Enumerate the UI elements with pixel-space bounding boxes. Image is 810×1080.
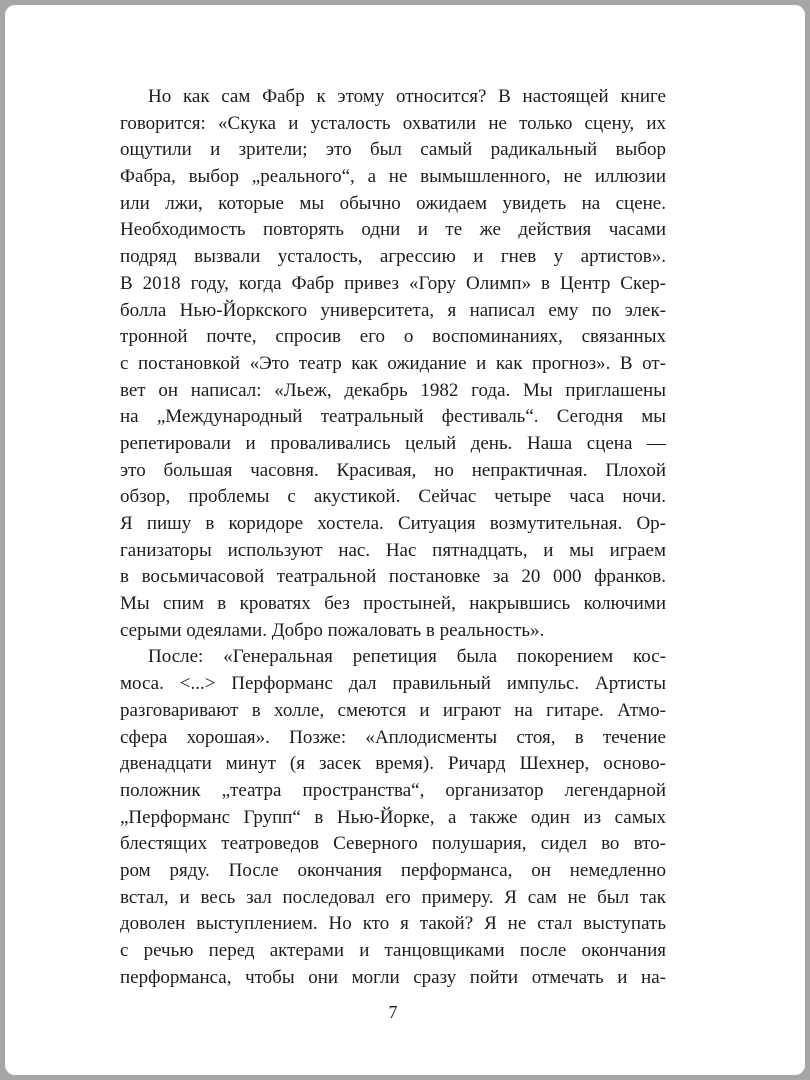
text-line: это большая часовня. Красивая, но непрактичная. Плохой [120,459,666,481]
text-line: говорится: «Скука и усталость охватили не только сцену, их [120,112,666,134]
page-number: 7 [388,1002,398,1022]
text-line: Фабра, выбор „реального“, а не вымышленного, не иллюзии [120,166,666,188]
text-line: обзор, проблемы с акустикой. Сейчас четыре часа ночи. [120,486,666,508]
text-line: с речью перед актерами и танцовщиками после окончания [120,940,666,961]
text-line: сфера хорошая». Позже: «Аплодисменты стоя, в течение [120,726,666,748]
book-page [5,5,805,1075]
paragraph [120,84,666,644]
text-line: подряд вызвали усталость, агрессию и гнев у артистов». [120,246,666,268]
text-line: блестящих театроведов Северного полушария, сидел во вто- [120,833,666,855]
text-line: встал, и весь зал последовал его примеру. Я сам не был так [120,886,666,908]
text-line: После: «Генеральная репетиция была покорением кос- [148,646,666,668]
text-line: перформанса, чтобы они могли сразу пойти отмечать и на- [120,966,666,988]
text-line: Я пишу в коридоре хостела. Ситуация возмутительная. Ор- [120,513,666,534]
text-line: ром ряду. После окончания перформанса, он немедленно [120,859,666,881]
text-line: положник „театра пространства“, организатор легендарной [120,779,666,801]
text-line: вет он написал: «Льеж, декабрь 1982 года. Мы приглашены [120,379,666,401]
text-line: ощутили и зрители; это был самый радикальный выбор [120,139,666,161]
page-text [120,84,666,991]
text-line: репетировали и проваливались целый день. Наша сцена — [120,432,666,454]
text-line: В 2018 году, когда Фабр привез «Гору Олимп» в Центр Скер- [120,272,666,294]
text-line: Необходимость повторять одни и те же действия часами [120,219,666,241]
text-line: доволен выступлением. Но кто я такой? Я не стал выступать [120,913,666,935]
text-line: разговаривают в холле, смеются и играют на гитаре. Атмо- [120,699,666,721]
text-line: в восьмичасовой театральной постановке за 20 000 франков. [120,566,666,588]
text-line: или лжи, которые мы обычно ожидаем увидеть на сцене. [120,192,666,214]
text-line: „Перформанс Групп“ в Нью-Йорке, а также один из самых [120,806,666,828]
text-line: болла Нью-Йоркского университета, я написал ему по элек- [120,299,666,321]
text-line: Мы спим в кроватях без простыней, накрывшись колючими [120,593,666,615]
text-line: на „Международный театральный фестиваль“. Сегодня мы [120,406,666,428]
text-line: моса. <...> Перформанс дал правильный импульс. Артисты [120,673,666,695]
text-line: серыми одеялами. Добро пожаловать в реальность». [120,619,545,641]
paragraph [120,644,666,991]
text-line: ганизаторы используют нас. Нас пятнадцать, и мы играем [120,539,666,561]
text-line: тронной почте, спросив его о воспоминаниях, связанных [120,326,666,348]
text-line: двенадцати минут (я засек время). Ричард Шехнер, осново- [120,753,666,775]
text-line: с постановкой «Это театр как ожидание и как прогноз». В от- [120,352,666,374]
text-line: Но как сам Фабр к этому относится? В настоящей книге [148,86,666,107]
